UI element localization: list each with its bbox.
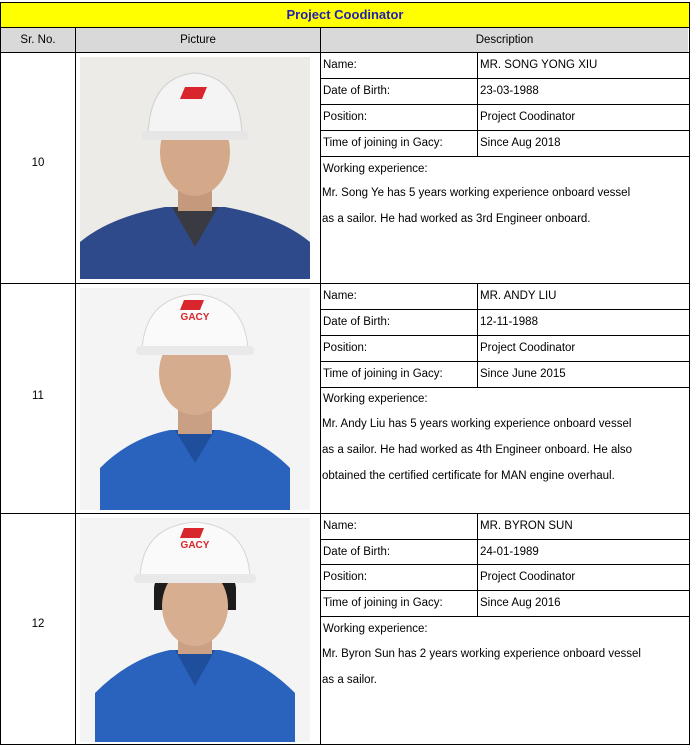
grid-line (320, 564, 690, 565)
grid-line (0, 2, 1, 745)
helmet-logo-text: GACY (180, 312, 210, 323)
grid-line (477, 513, 478, 617)
value-dob: 24-01-1989 (480, 546, 539, 558)
label-experience: Working experience: (323, 393, 428, 405)
value-joining: Since Aug 2016 (480, 597, 561, 609)
label-dob: Date of Birth: (323, 85, 391, 97)
staff-photo (80, 518, 310, 742)
label-joining: Time of joining in Gacy: (323, 137, 443, 149)
label-name: Name: (323, 59, 357, 71)
row-sr-no: 12 (31, 618, 45, 630)
value-dob: 12-11-1988 (480, 316, 538, 328)
grid-line (0, 2, 690, 3)
label-dob: Date of Birth: (323, 546, 391, 558)
value-name: MR. SONG YONG XIU (480, 59, 598, 71)
label-experience: Working experience: (323, 163, 428, 175)
grid-line (320, 78, 690, 79)
column-header-sr-no: Sr. No. (1, 28, 75, 52)
section-title: Project Coodinator (1, 3, 689, 27)
grid-line (0, 27, 690, 28)
staff-photo (80, 288, 310, 510)
experience-text: Mr. Byron Sun has 2 years working experience onboard vessel as a sailor. (322, 648, 641, 686)
grid-line (75, 27, 76, 745)
staff-photo (80, 57, 310, 279)
label-joining: Time of joining in Gacy: (323, 597, 443, 609)
experience-text: Mr. Andy Liu has 5 years working experience onboard vessel as a sailor. He had worked as 4th Engineer onboard. He also obtained the certified certificate for MAN engine overhaul. (322, 418, 633, 482)
grid-line (0, 513, 690, 514)
value-position: Project Coodinator (480, 342, 576, 354)
value-position: Project Coodinator (480, 571, 576, 583)
row-sr-no: 10 (31, 157, 45, 169)
grid-line (0, 52, 690, 53)
helmet-logo-text: GACY (180, 540, 210, 551)
value-joining: Since Aug 2018 (480, 137, 561, 149)
value-joining: Since June 2015 (480, 368, 566, 380)
label-experience: Working experience: (323, 623, 428, 635)
grid-line (0, 744, 690, 745)
label-name: Name: (323, 290, 357, 302)
label-position: Position: (323, 571, 368, 583)
grid-line (320, 309, 690, 310)
grid-line (320, 590, 690, 591)
grid-line (320, 361, 690, 362)
label-position: Position: (323, 342, 368, 354)
value-name: MR. BYRON SUN (480, 520, 573, 532)
portrait-image (80, 57, 310, 279)
grid-line (320, 335, 690, 336)
grid-line (320, 27, 321, 745)
column-header-picture: Picture (76, 28, 320, 52)
row-sr-no: 11 (32, 390, 44, 402)
label-name: Name: (323, 520, 357, 532)
grid-line (320, 387, 690, 388)
grid-line (320, 104, 690, 105)
portrait-image (80, 518, 310, 742)
column-header-description: Description (321, 28, 688, 52)
grid-line (0, 283, 690, 284)
label-dob: Date of Birth: (323, 316, 391, 328)
portrait-image (80, 288, 310, 510)
grid-line (689, 2, 690, 745)
experience-text: Mr. Song Ye has 5 years working experience onboard vessel as a sailor. He had worked as 3rd Engineer onboard. (322, 187, 631, 225)
grid-line (320, 616, 690, 617)
label-joining: Time of joining in Gacy: (323, 368, 443, 380)
grid-line (320, 130, 690, 131)
label-position: Position: (323, 111, 368, 123)
grid-line (320, 539, 690, 540)
value-position: Project Coodinator (480, 111, 576, 123)
value-dob: 23-03-1988 (480, 85, 539, 97)
grid-line (320, 156, 690, 157)
value-name: MR. ANDY LIU (480, 290, 557, 302)
